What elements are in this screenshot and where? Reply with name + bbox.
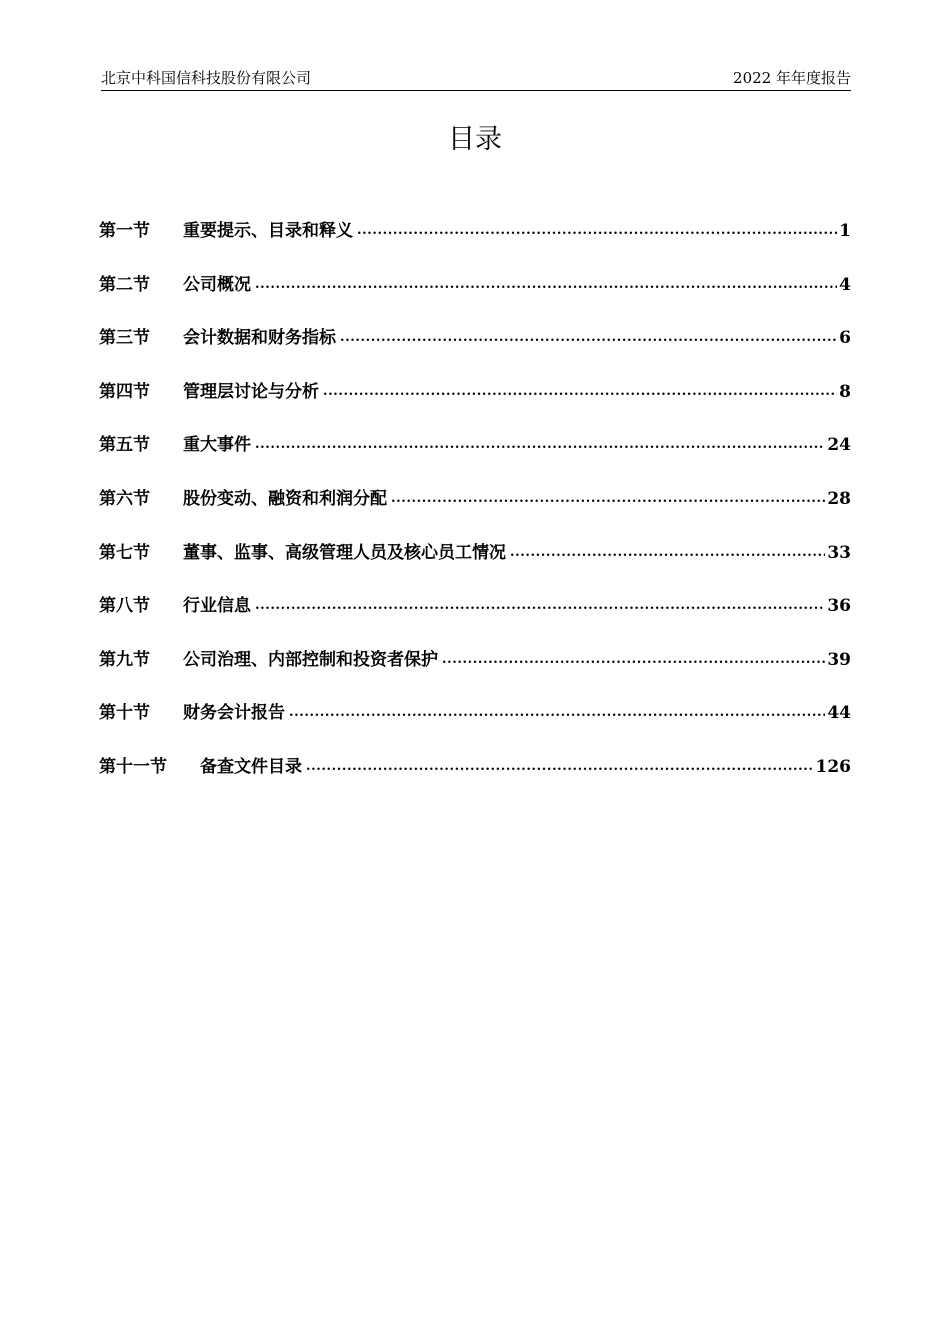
toc-entry[interactable]	[99, 486, 851, 540]
toc-dot-leader	[255, 272, 837, 298]
toc-section-number: 第五节	[99, 435, 150, 456]
toc-entry[interactable]	[99, 379, 851, 433]
toc-section-number: 第十一节	[99, 756, 167, 777]
toc-page-number: 126	[815, 756, 851, 777]
toc-section-number: 第六节	[99, 488, 150, 509]
toc-entry[interactable]	[99, 700, 851, 754]
toc-section-title: 公司治理、内部控制和投资者保护	[183, 649, 438, 670]
toc-section-title: 财务会计报告	[183, 703, 285, 724]
toc-entry[interactable]	[99, 540, 851, 594]
page-header	[101, 68, 851, 91]
toc-page-number: 4	[839, 274, 851, 295]
toc-section-number: 第十节	[99, 703, 150, 724]
toc-section-number: 第二节	[99, 274, 150, 295]
toc-section-title: 行业信息	[183, 596, 251, 617]
toc-section-title: 备查文件目录	[200, 756, 302, 777]
toc-dot-leader	[255, 432, 825, 458]
toc-dot-leader	[442, 647, 825, 673]
toc-page-number: 44	[827, 703, 851, 724]
toc-dot-leader	[306, 754, 814, 780]
toc-dot-leader	[323, 379, 837, 405]
toc-entry[interactable]	[99, 272, 851, 326]
header-report-title: 2022 年年度报告	[733, 69, 851, 87]
toc-section-number: 第四节	[99, 381, 150, 402]
toc-dot-leader	[391, 486, 825, 512]
header-company: 北京中科国信科技股份有限公司	[101, 69, 312, 87]
toc-page-number: 39	[827, 649, 851, 670]
toc-section-title: 重大事件	[183, 435, 251, 456]
toc-page-number: 36	[827, 596, 851, 617]
toc-entry[interactable]	[99, 647, 851, 701]
toc-dot-leader	[357, 218, 837, 244]
toc-page-number: 28	[827, 488, 851, 509]
toc-entry[interactable]	[99, 218, 851, 272]
toc-page-number: 8	[839, 381, 851, 402]
page-title: 目录	[448, 124, 502, 155]
toc-section-number: 第九节	[99, 649, 150, 670]
toc-section-title: 管理层讨论与分析	[183, 381, 319, 402]
toc-entry[interactable]	[99, 593, 851, 647]
toc-section-title: 重要提示、目录和释义	[183, 221, 353, 241]
toc-dot-leader	[255, 593, 825, 619]
toc-section-title: 会计数据和财务指标	[183, 328, 336, 349]
toc-dot-leader	[340, 325, 837, 351]
toc-dot-leader	[510, 540, 825, 566]
toc-entry[interactable]	[99, 754, 851, 808]
toc-page-number: 33	[827, 542, 851, 563]
toc-dot-leader	[289, 700, 825, 726]
toc-entry[interactable]	[99, 325, 851, 379]
toc-entry[interactable]	[99, 432, 851, 486]
toc-section-title: 董事、监事、高级管理人员及核心员工情况	[183, 542, 506, 563]
toc-page-number: 24	[827, 435, 851, 456]
table-of-contents	[99, 218, 851, 808]
toc-section-title: 公司概况	[183, 274, 251, 295]
toc-section-number: 第七节	[99, 542, 150, 563]
toc-section-number: 第八节	[99, 596, 150, 617]
toc-page-number: 1	[839, 221, 851, 241]
toc-section-number: 第一节	[99, 221, 150, 241]
toc-section-title: 股份变动、融资和利润分配	[183, 488, 387, 509]
toc-section-number: 第三节	[99, 328, 150, 349]
toc-page-number: 6	[839, 328, 851, 349]
